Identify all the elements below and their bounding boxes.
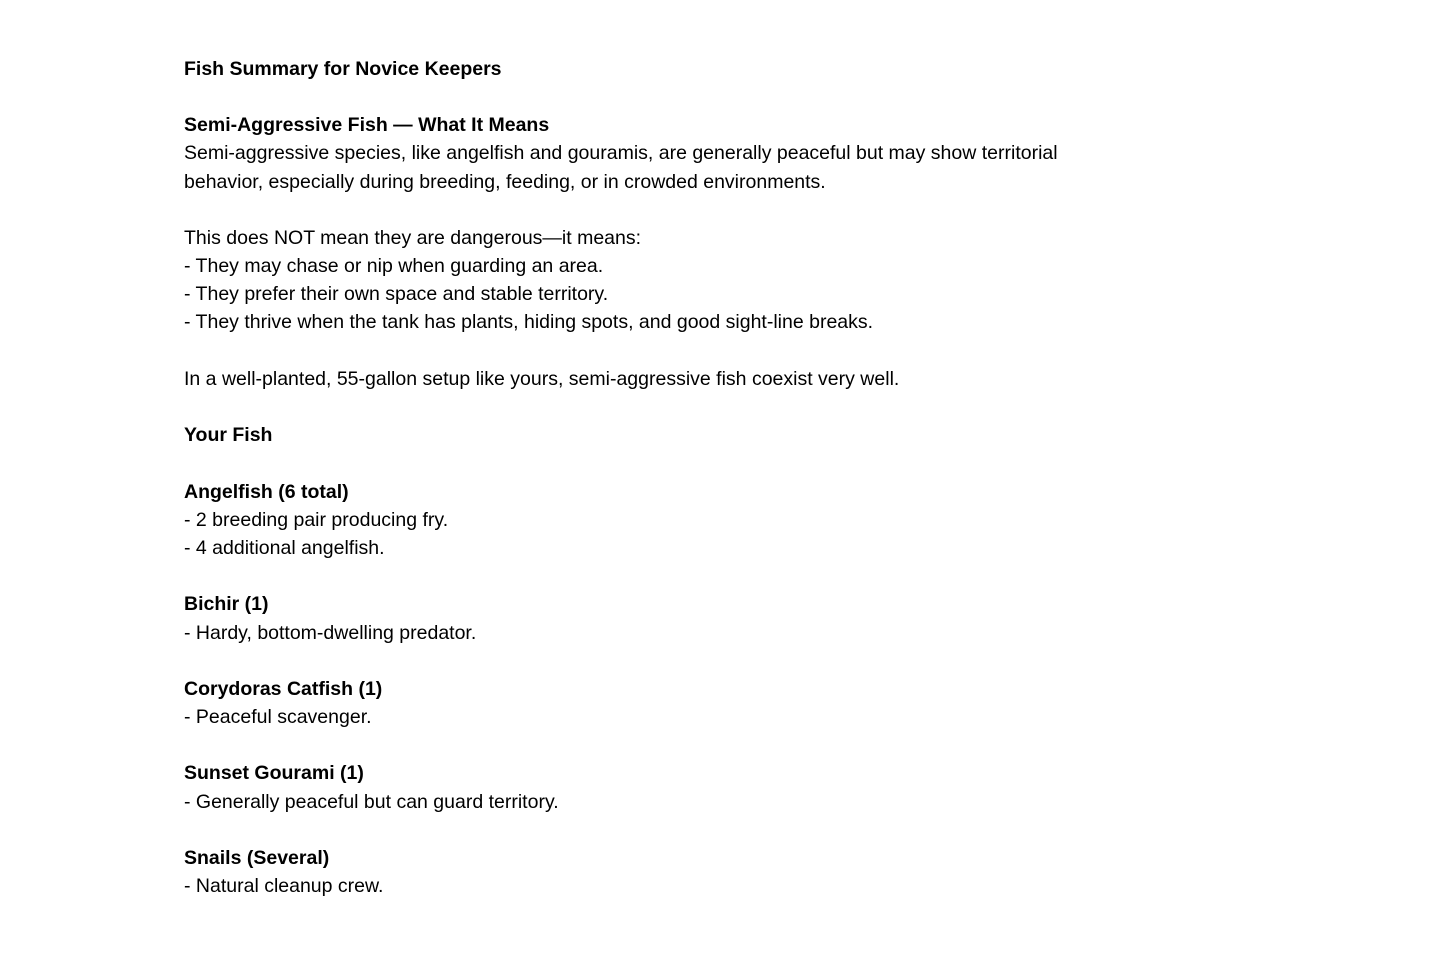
text-line: - They may chase or nip when guarding an area. [184,255,604,278]
text-line [184,83,1380,111]
text-line: - Hardy, bottom-dwelling predator. [184,621,477,644]
text-line: - Generally peaceful but can guard territory. [184,790,559,813]
text-line: Corydoras Catfish (1) [184,677,383,700]
text-line [184,816,1380,844]
text-line [184,562,1380,590]
text-line: Your Fish [184,424,273,447]
text-line: Bichir (1) [184,593,269,616]
document-editor-area[interactable] [184,55,1380,901]
text-line: This does NOT mean they are dangerous—it means: [184,226,642,249]
text-line: - Peaceful scavenger. [184,706,372,729]
text-line: - They thrive when the tank has plants, hiding spots, and good sight-line breaks. [184,311,874,334]
text-line: - They prefer their own space and stable territory. [184,283,609,306]
text-line [184,337,1380,365]
text-line: Sunset Gourami (1) [184,762,364,785]
text-line: Semi-Aggressive Fish — What It Means [184,114,550,137]
text-line [184,731,1380,759]
text-line [184,393,1380,421]
text-line [184,449,1380,477]
text-line [184,196,1380,224]
text-line: behavior, especially during breeding, feeding, or in crowded environments. [184,170,826,193]
text-line: Semi-aggressive species, like angelfish and gouramis, are generally peaceful but may show territorial [184,142,1058,165]
text-line: In a well-planted, 55-gallon setup like yours, semi-aggressive fish coexist very well. [184,367,900,390]
text-line: Snails (Several) [184,847,330,870]
text-line: - Natural cleanup crew. [184,875,384,898]
text-line: - 4 additional angelfish. [184,536,385,559]
text-line [184,647,1380,675]
text-line: Fish Summary for Novice Keepers [184,57,502,80]
text-line: Angelfish (6 total) [184,480,349,503]
text-line: - 2 breeding pair producing fry. [184,508,449,531]
